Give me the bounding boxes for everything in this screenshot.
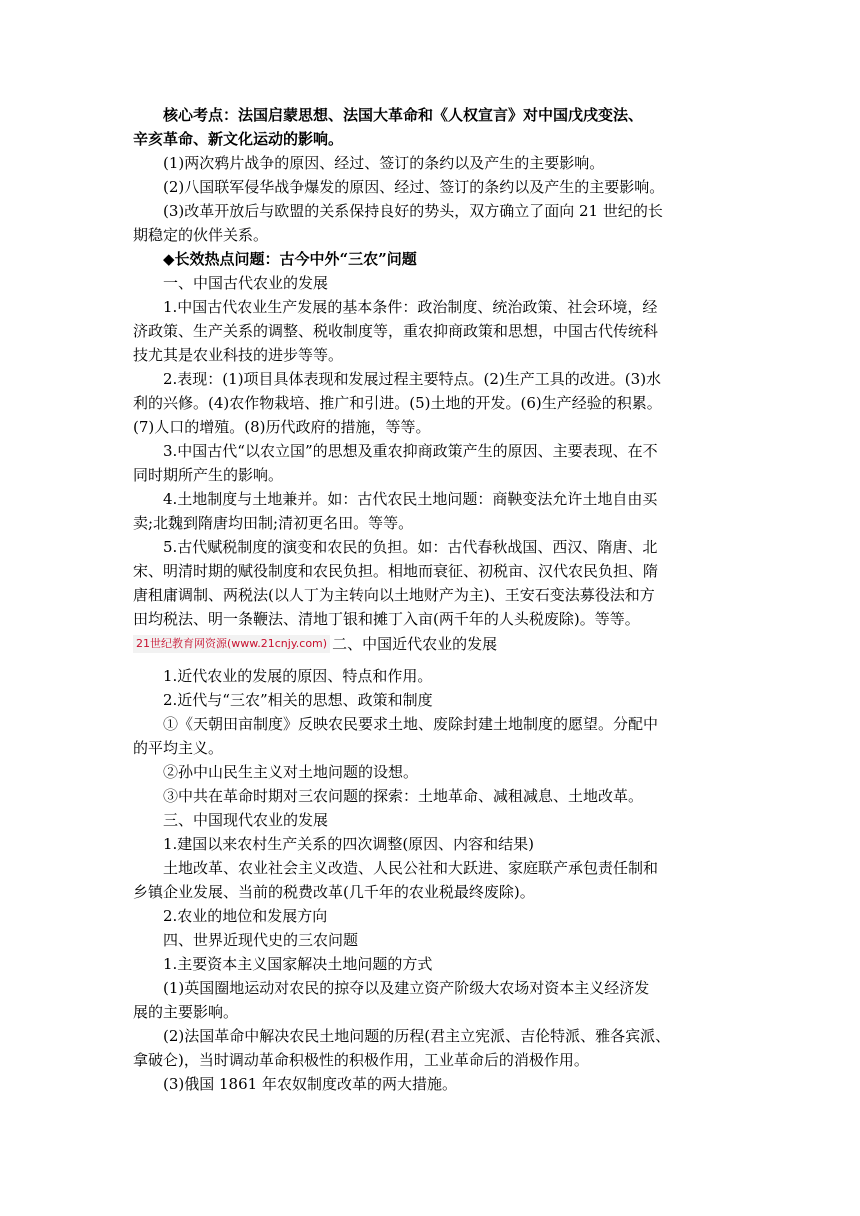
- text-line: 3.中国古代“以农立国”的思想及重农抑商政策产生的原因、主要表现、在不: [163, 442, 658, 460]
- text-line: (3)改革开放后与欧盟的关系保持良好的势头，双方确立了面向 21 世纪的长: [163, 202, 663, 220]
- text-line: 2.表现：(1)项目具体表现和发展过程主要特点。(2)生产工具的改进。(3)水: [163, 370, 662, 388]
- text-line: 1.近代农业的发展的原因、特点和作用。: [163, 667, 433, 685]
- text-line: 利的兴修。(4)农作物栽培、推广和引进。(5)土地的开发。(6)生产经验的积累。: [133, 394, 662, 412]
- text-line: 1.建国以来农村生产关系的四次调整(原因、内容和结果): [163, 835, 535, 853]
- section-heading: 二、中国近代农业的发展: [332, 635, 498, 653]
- section-ancient-agriculture: [133, 103, 733, 631]
- text-line: (7)人口的增殖。(8)历代政府的措施，等等。: [133, 418, 431, 436]
- text-line: ③中共在革命时期对三农问题的探索：土地革命、减租减息、土地改革。: [163, 787, 644, 805]
- section-heading: 一、中国古代农业的发展: [163, 274, 329, 292]
- text-line: 田均税法、明一条鞭法、清地丁银和摊丁入亩(两千年的人头税废除)。等等。: [133, 610, 640, 628]
- text-line: 卖;北魏到隋唐均田制;清初更名田。等等。: [133, 514, 414, 532]
- text-line: ②孙中山民生主义对土地问题的设想。: [163, 763, 419, 781]
- text-line: (1)英国圈地运动对农民的掠夺以及建立资产阶级大农场对资本主义经济发: [163, 979, 650, 997]
- text-line: 4.土地制度与土地兼并。如：古代农民土地问题：商鞅变法允许土地自由买: [163, 490, 658, 508]
- text-line: 济政策、生产关系的调整、税收制度等，重农抑商政策和思想，中国古代传统科: [133, 322, 659, 340]
- site-logo: 21世纪教育网资源(www.21cnjy.com): [133, 635, 330, 653]
- text-line: 同时期所产生的影响。: [133, 466, 284, 484]
- text-line: 5.古代赋税制度的演变和农民的负担。如：古代春秋战国、西汉、隋唐、北: [163, 538, 658, 556]
- core-point-line: 核心考点：法国启蒙思想、法国大革命和《人权宣言》对中国戊戌变法、: [163, 106, 644, 124]
- section-modern-agriculture: [133, 664, 733, 1096]
- text-line: 的平均主义。: [133, 739, 224, 757]
- text-line: (2)八国联军侵华战争爆发的原因、经过、签订的条约以及产生的主要影响。: [163, 178, 665, 196]
- text-line: 唐租庸调制、两税法(以人丁为主转向以土地财产为主)、王安石变法募役法和方: [133, 586, 655, 604]
- text-line: 期稳定的伙伴关系。: [133, 226, 269, 244]
- text-line: 土地改革、农业社会主义改造、人民公社和大跃进、家庭联产承包责任制和: [163, 859, 659, 877]
- text-line: 宋、明清时期的赋役制度和农民负担。相地而衰征、初税亩、汉代农民负担、隋: [133, 562, 659, 580]
- text-line: 技尤其是农业科技的进步等等。: [133, 346, 344, 364]
- section-heading: 四、世界近现代史的三农问题: [163, 931, 359, 949]
- text-line: (1)两次鸦片战争的原因、经过、签订的条约以及产生的主要影响。: [163, 154, 605, 172]
- text-line: ①《天朝田亩制度》反映农民要求土地、废除封建土地制度的愿望。分配中: [163, 715, 659, 733]
- section-heading: 三、中国现代农业的发展: [163, 811, 329, 829]
- text-line: (3)俄国 1861 年农奴制度改革的两大措施。: [163, 1075, 457, 1093]
- text-line: 2.近代与“三农”相关的思想、政策和制度: [163, 691, 433, 709]
- text-line: 1.主要资本主义国家解决土地问题的方式: [163, 955, 433, 973]
- modern-agriculture-heading-row: [133, 632, 497, 656]
- core-point-line: 辛亥革命、新文化运动的影响。: [133, 130, 344, 148]
- text-line: 2.农业的地位和发展方向: [163, 907, 328, 925]
- text-line: 拿破仑)，当时调动革命积极性的积极作用，工业革命后的消极作用。: [133, 1051, 589, 1069]
- text-line: 展的主要影响。: [133, 1003, 239, 1021]
- text-line: 乡镇企业发展、当前的税费改革(几千年的农业税最终废除)。: [133, 883, 535, 901]
- text-line: 1.中国古代农业生产发展的基本条件：政治制度、统治政策、社会环境，经: [163, 298, 658, 316]
- text-line: (2)法国革命中解决农民土地问题的历程(君主立宪派、吉伦特派、雅各宾派、: [163, 1027, 671, 1045]
- hot-topic-heading: ◆长效热点问题：古今中外“三农”问题: [163, 250, 417, 268]
